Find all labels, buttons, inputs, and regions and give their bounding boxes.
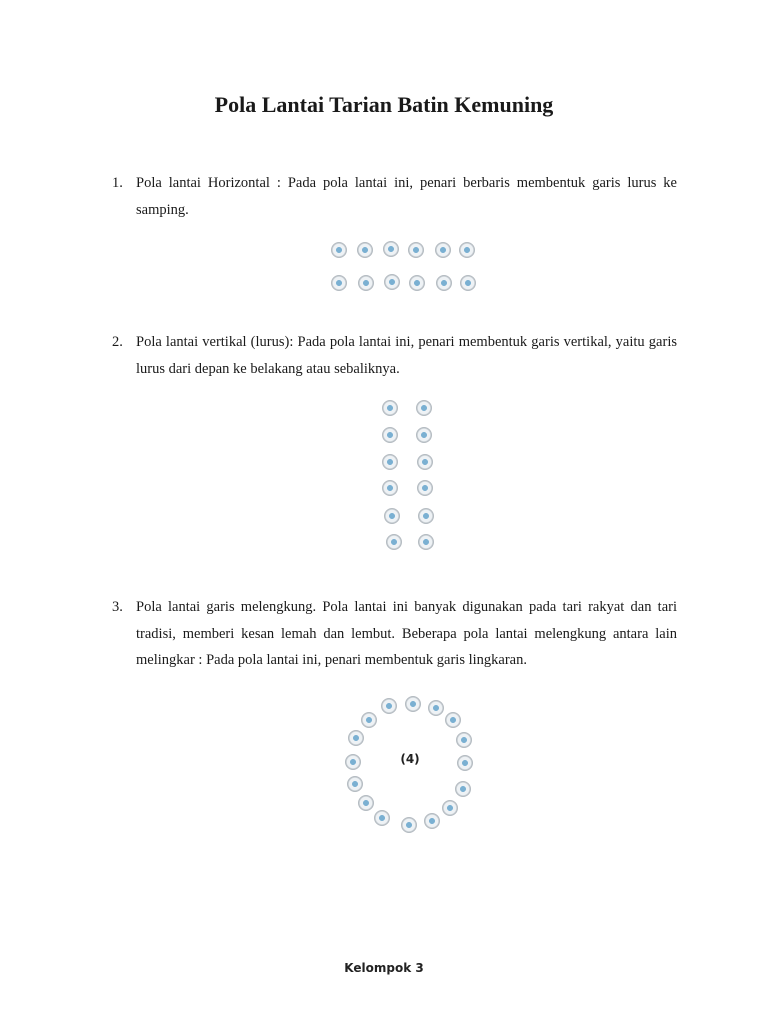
dancer-icon [382, 427, 398, 443]
dancer-icon [455, 781, 471, 797]
dancer-icon [347, 776, 363, 792]
dancer-icon [459, 242, 475, 258]
dancer-icon [348, 730, 364, 746]
dancer-icon [374, 810, 390, 826]
dancer-icon [345, 754, 361, 770]
dancer-icon [382, 454, 398, 470]
dancer-icon [331, 242, 347, 258]
dancer-icon [456, 732, 472, 748]
dancer-icon [417, 480, 433, 496]
dancer-icon [382, 400, 398, 416]
dancer-icon [408, 242, 424, 258]
dancer-icon [416, 400, 432, 416]
dancer-icon [381, 698, 397, 714]
circle-diagram-label: (4) [400, 752, 420, 766]
item-1-number: 1. [112, 175, 123, 191]
dancer-icon [331, 275, 347, 291]
dancer-icon [382, 480, 398, 496]
dancer-icon [401, 817, 417, 833]
dancer-icon [460, 275, 476, 291]
dancer-icon [418, 508, 434, 524]
dancer-icon [357, 242, 373, 258]
item-1-text: Pola lantai Horizontal : Pada pola lantai ini, penari berbaris membentuk garis lurus ke samping. [136, 175, 677, 218]
dancer-icon [457, 755, 473, 771]
dancer-icon [358, 275, 374, 291]
item-3-text: Pola lantai garis melengkung. Pola lantai ini banyak digunakan pada tari rakyat dan tari tradisi, memberi kesan lemah dan lembut. Beberapa pola lantai melengkung antara lain melingkar : Pada pola lantai ini, penari membentuk garis lingkaran. [136, 599, 677, 668]
item-3-number: 3. [112, 599, 123, 615]
dancer-icon [445, 712, 461, 728]
dancer-icon [384, 508, 400, 524]
dancer-icon [442, 800, 458, 816]
dancer-icon [383, 241, 399, 257]
footer-group-name: Kelompok 3 [344, 961, 424, 975]
dancer-icon [358, 795, 374, 811]
item-2-number: 2. [112, 334, 123, 350]
dancer-icon [409, 275, 425, 291]
dancer-icon [436, 275, 452, 291]
dancer-icon [405, 696, 421, 712]
document-title: Pola Lantai Tarian Batin Kemuning [214, 92, 554, 117]
dancer-icon [417, 454, 433, 470]
dancer-icon [424, 813, 440, 829]
dancer-icon [418, 534, 434, 550]
dancer-icon [361, 712, 377, 728]
dancer-icon [428, 700, 444, 716]
dancer-icon [416, 427, 432, 443]
item-2-text: Pola lantai vertikal (lurus): Pada pola lantai ini, penari membentuk garis vertikal, yaitu garis lurus dari depan ke belakang atau sebaliknya. [136, 334, 677, 377]
dancer-icon [435, 242, 451, 258]
dancer-icon [384, 274, 400, 290]
dancer-icon [386, 534, 402, 550]
